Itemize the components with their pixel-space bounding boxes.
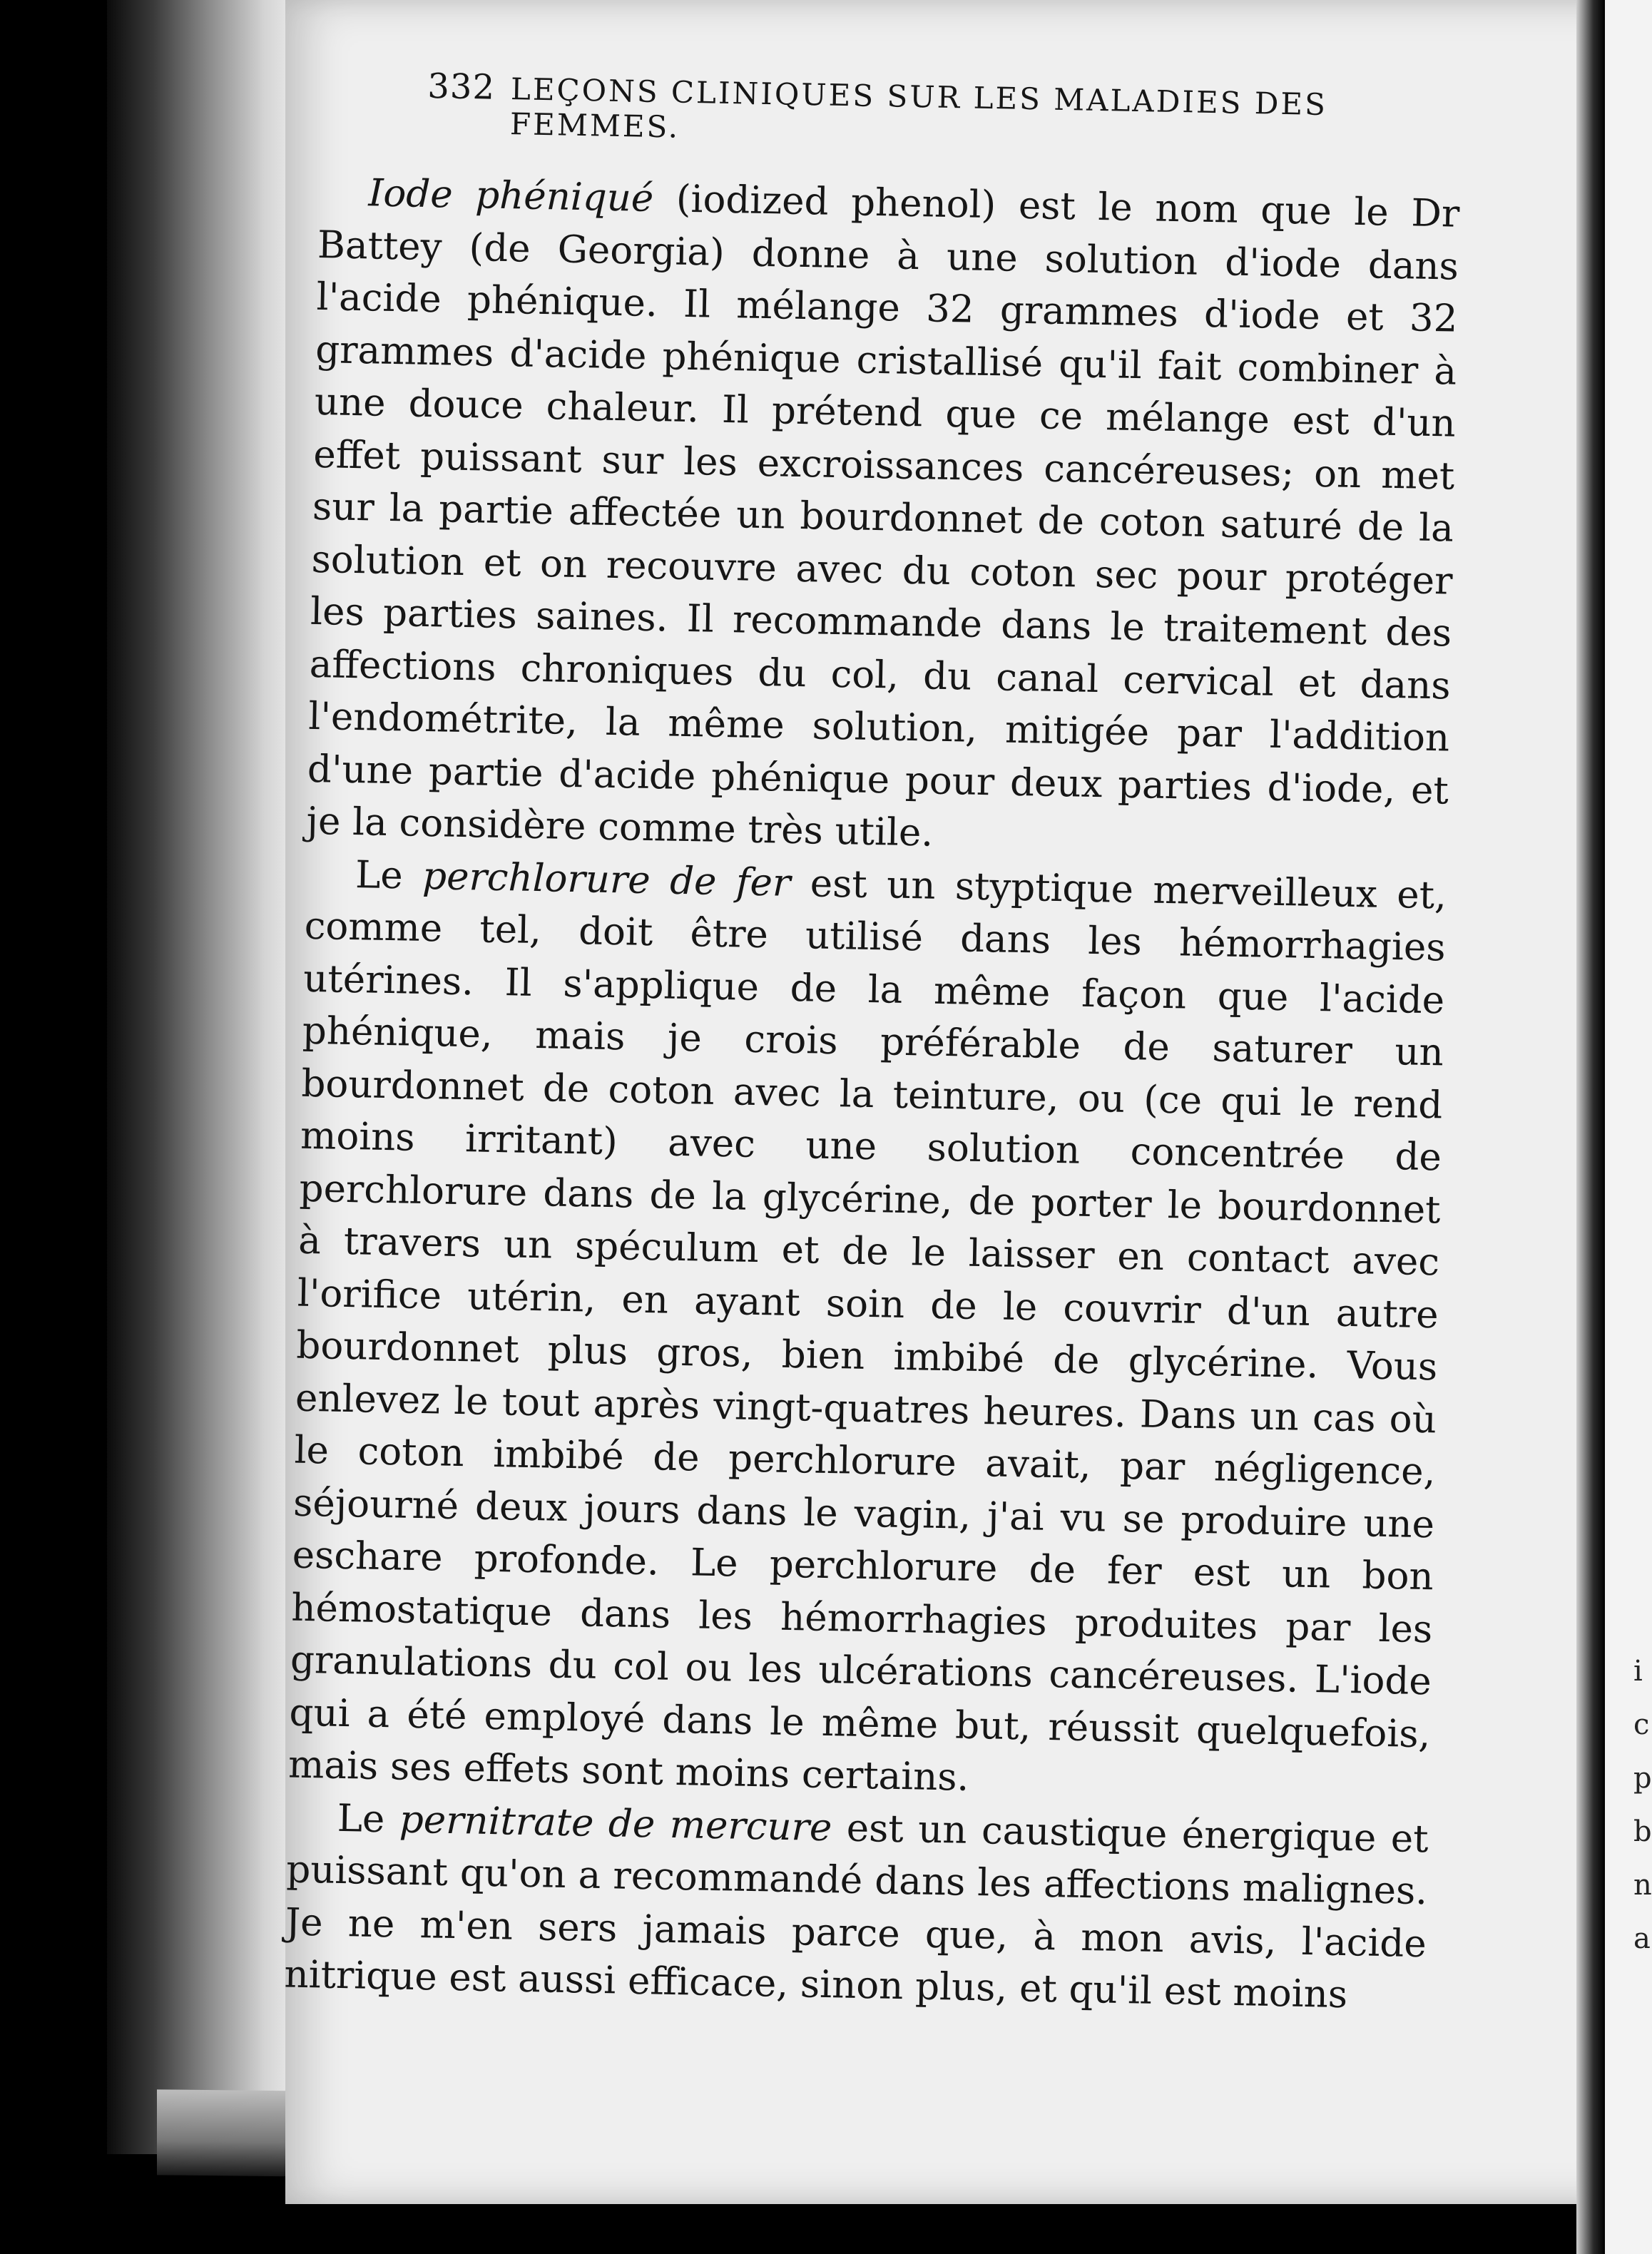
paragraph-text: est un styptique merveilleux et, comme tel, doit être utilisé dans les hémorrhagies utérines. Il s'applique de la même façon que l'acide phénique, mais je crois préférable de saturer un bourdonnet de coton avec la teinture, ou (ce qui le rend moins irritant) avec une solution concentrée de perchlorure dans de la glycérine, de porter le bourdonnet à travers un spéculum et de le laisser en contact avec l'orifice utérin, en ayant soin de le couvrir d'un autre bourdonnet plus gros, bien imbibé de glycérine. Vous enlevez le tout après vingt-quatres heures. Dans un cas où le coton imbibé de perchlorure avait, par négligence, séjourné deux jours dans le vagin, j'ai vu se produire une eschare profonde. Le perchlorure de fer est un bon hémostatique dans les hémorrhagies produites par les granulations du col ou les ulcérations cancéreuses. L'iode qui a été employé dans le même but, réussit quelquefois, mais ses effets sont moins certains. [287, 861, 1447, 1800]
paragraph-iode-phenique [306, 166, 1460, 870]
facing-page-fragment: p [1633, 1762, 1652, 1795]
running-title: LEÇONS CLINIQUES SUR LES MALADIES DES FEMMES. [509, 71, 1328, 145]
term-pernitrate-de-mercure: pernitrate de mercure [399, 1797, 832, 1850]
term-iode-phenique: Iode phéniqué [367, 171, 654, 220]
page-number: 332 [427, 66, 496, 108]
page-content [284, 64, 1462, 2023]
facing-page-edge [1605, 0, 1652, 2254]
facing-page-fragment: b [1633, 1815, 1652, 1848]
facing-page-fragment: c [1633, 1708, 1650, 1741]
facing-page-fragment: n [1633, 1869, 1652, 1902]
paragraph-text: est un caustique énergique et puissant qu'on a recommandé dans les affections malignes. Je ne m'en sers jamais parce que, à mon avis, l'acide nitrique est aussi efficace, sinon plus, et qu'il est moins [283, 1805, 1429, 2017]
facing-page-fragment: a [1633, 1922, 1651, 1955]
term-perchlorure-de-fer: perchlorure de fer [422, 854, 791, 905]
paragraph-lead: Le [355, 852, 423, 898]
facing-page-fragment: i [1633, 1655, 1643, 1688]
paragraph-pernitrate [284, 1791, 1429, 2023]
body-text [284, 166, 1460, 2023]
paragraph-lead: Le [337, 1796, 400, 1842]
page-stack-edge [107, 0, 292, 2154]
paragraph-text: (iodized phenol) est le nom que le Dr Battey (de Georgia) donne à une solution d'iode dans l'acide phénique. Il mélange 32 grammes d'iode et 32 grammes d'acide phénique cristallisé qu'il fait combiner à une douce chaleur. Il prétend que ce mélange est d'un effet puissant sur les excroissances cancéreuses; on met sur la partie affectée un bourdonnet de coton saturé de la solution et on recouvre avec du coton sec pour protéger les parties saines. Il recommande dans le traitement des affections chroniques du col, du canal cervical et dans l'endométrite, la même solution, mitigée par l'addition d'une partie d'acide phénique pour deux parties d'iode, et je la considère comme très utile. [306, 176, 1460, 855]
paragraph-perchlorure [288, 847, 1447, 1812]
book-gutter [1576, 0, 1605, 2254]
